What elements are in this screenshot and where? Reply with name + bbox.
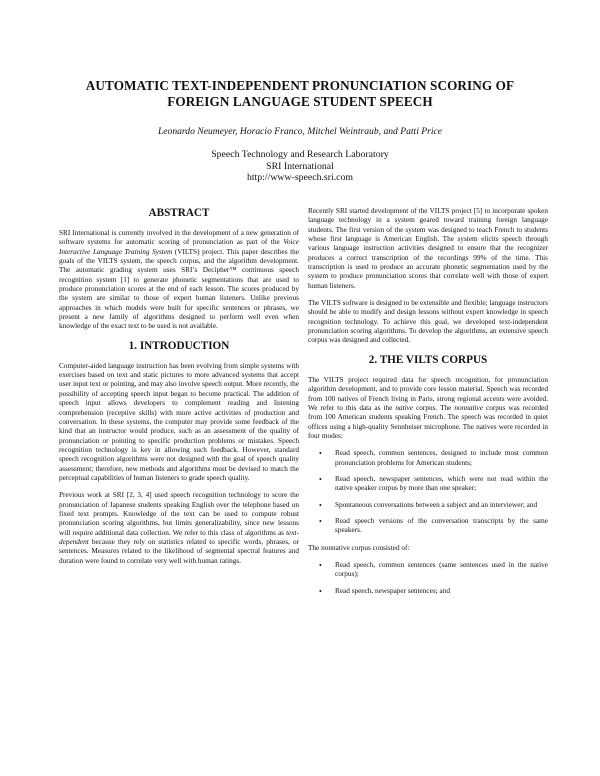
intro-p2-text-b: because they rely on statistics related to specific words, phrases, or sentences. Measures related to the likelihood of segmental spectral features and duration were found to correlate very well with human ratings. xyxy=(59,537,299,565)
right-column xyxy=(308,207,548,604)
introduction-heading: 1. INTRODUCTION xyxy=(128,339,230,352)
author-list: Leonardo Neumeyer, Horacio Franco, Mitchel Weintraub, and Patti Price xyxy=(157,126,443,137)
list-item: • Read speech, newspaper sentences; and xyxy=(308,587,548,596)
affiliation-url[interactable]: http://www-speech.sri.com xyxy=(246,172,354,183)
list-item: • Spontaneous conversations between a subject and an interviewer; and xyxy=(308,501,548,510)
right-paragraph-1: Recently SRI started development of the VILTS project [5] to incorporate spoken language technology in a system geared toward training foreign language students. The first version of the system was designed to teach French to students whose first language is American English. The system elicits speech through various language instruction activities designed to ensure that the recognizer produces a correct transcription of the recordings 99% of the time. This transcription is used to produce an accurate phonetic segmentation used by the system to produce pronunciation scores that correlate well with those of expert human listeners. xyxy=(308,207,548,290)
native-modes-list xyxy=(308,449,548,535)
intro-p2-text-a: Previous work at SRI [2, 3, 4] used speech recognition technology to score the pronunciation of Japanese students speaking English over the telephone based on fixed text prompts. Knowledge of the text can be used to compute robust pronunciation scoring algorithms, but limits generalizability, since new lessons will require additional data collection. We refer to this class of algorithms as xyxy=(59,491,299,537)
affiliation-lab: Speech Technology and Research Laboratory xyxy=(211,149,389,160)
corpus-paragraph-2: The nonnative corpus consisted of: xyxy=(308,543,410,552)
introduction-paragraph-2 xyxy=(59,491,299,566)
corpus-text-a: The VILTS project required data for speech recognition, for pronunciation algorithm development, and to provide core lesson material. Speech was recorded from 100 natives of French living in Paris, strong regional accents were avoided. We refer to this data as the xyxy=(308,375,548,412)
corpus-paragraph-1 xyxy=(308,376,548,441)
paper-title xyxy=(60,78,540,110)
abstract-heading: ABSTRACT xyxy=(148,207,210,219)
affiliation xyxy=(60,149,540,184)
list-item: • Read speech, newspaper sentences, which were not read within the native speaker corpus by more than one speaker; xyxy=(308,475,548,494)
list-item: • Read speech versions of the conversation transcripts by the same speakers. xyxy=(308,517,548,536)
abstract-text-b: (VILTS) project. This paper describes the goals of the VILTS system, the speech corpus, and the algorithm development. The automatic grading system uses SRI’s Decipher™ continuous speech recognition system [1] to generate phonetic segmentations that are used to produce pronunciation scores at the end of each lesson. The scores produced by the system are similar to those of expert human listeners. Unlike previous approaches in which models were built for specific sentences or phrases, we present a new family of algorithms designed to perform well even when knowledge of the exact text to be used is not available. xyxy=(59,247,299,331)
left-column xyxy=(59,207,299,574)
list-item: • Read speech, common sentences (same sentences used in the native corpus); xyxy=(308,561,548,580)
affiliation-org: SRI International xyxy=(266,160,334,172)
title-line-1: AUTOMATIC TEXT-INDEPENDENT PRONUNCIATION SCORING OF xyxy=(85,78,515,93)
list-item: • Read speech, common sentences, designed to include most common pronunciation problems for American students; xyxy=(308,449,548,468)
corpus-heading: 2. THE VILTS CORPUS xyxy=(368,353,488,366)
corpus-text-c: corpus was recorded from 100 American students speaking French. The speech was recorded in quiet offices using a high-quality Sennheiser microphone. The natives were recorded in four modes: xyxy=(308,403,548,440)
right-paragraph-2: The VILTS software is designed to be extensible and flexible; language instructors should be able to modify and design lessons without expert knowledge in speech recognition technology. To achieve this goal, we developed text-independent pronunciation scoring algorithms. To develop the algorithms, an extensive speech corpus was designed and collected. xyxy=(308,299,548,345)
corpus-term-native: native xyxy=(395,403,414,412)
title-line-2: FOREIGN LANGUAGE STUDENT SPEECH xyxy=(167,94,433,109)
intro-p2-term: text-dependent xyxy=(59,528,299,546)
abstract-text-a: SRI International is currently involved in the development of a new generation of software systems for automatic scoring of pronunciation as part of the xyxy=(59,229,299,247)
introduction-paragraph-1: Computer-aided language instruction has been evolving from simple systems with exercises based on text and static pictures to more advanced systems that accept user input text or pointing, and may also involve speech output. More recently, the possibility of accepting speech input began to become practical. The addition of speech input allows developers to complement reading and listening comprehension (receptive skills) with more active activities of production and conversation. In these systems, the computer may provide some feedback of the kind that an instructor would produce, such as an assessment of the quality of pronunciation or pointing to specific production problems or mistakes. Speech recognition technology is key in allowing such feedback. However, standard speech recognition algorithms were not designed with the goal of speech quality assessment; therefore, new methods and algorithms must be devised to match the perceptual capabilities of human listeners to grade speech quality. xyxy=(59,361,299,482)
abstract-system-name: Voice Interactive Language Training System xyxy=(59,238,299,256)
corpus-term-nonnative: nonnative xyxy=(454,403,483,412)
nonnative-modes-list xyxy=(308,561,548,596)
corpus-text-b: corpus. The xyxy=(413,403,455,412)
abstract-paragraph xyxy=(59,229,299,332)
